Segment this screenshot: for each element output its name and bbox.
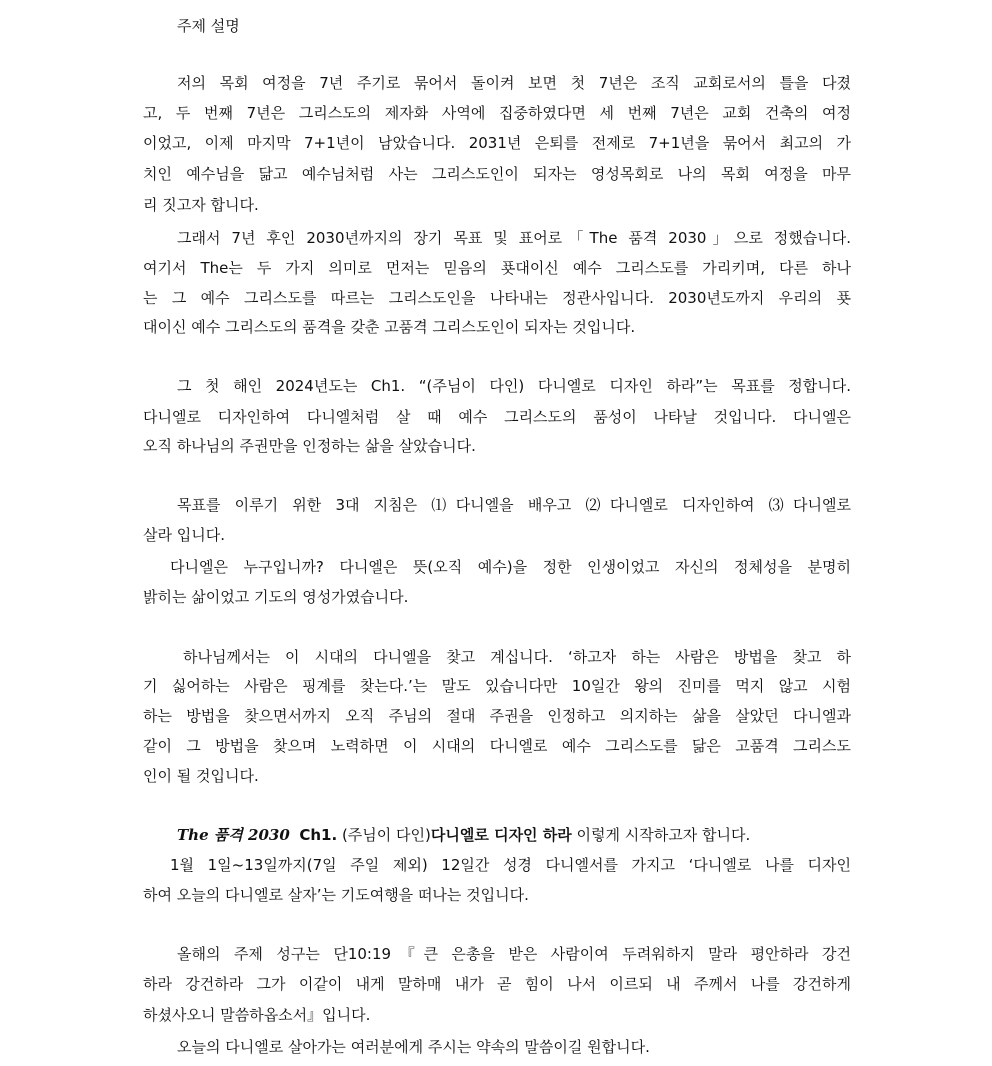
paragraph-line: 하나님께서는 이 시대의 다니엘을 찾고 계십니다. ‘하고자 하는 사람은 방법을 찾고 하 — [183, 648, 851, 666]
paragraph-line: 인이 될 것입니다. — [143, 767, 259, 785]
paragraph-line: 목표를 이루기 위한 3대 지침은 ⑴다니엘을 배우고 ⑵다니엘로 디자인하여 ⑶다니엘로 — [177, 496, 851, 514]
theme-title-bold: 다니엘로 디자인 하라 — [430, 826, 572, 844]
paragraph-line: 올해의 주제 성구는 단10:19『큰 은총을 받은 사람이여 두려워하지 말라 평안하라 강건 — [177, 945, 851, 963]
paragraph-line: 하라 강건하라 그가 이같이 내게 말하매 내가 곧 힘이 나서 이르되 내 주께서 나를 강건하게 — [143, 975, 851, 993]
paragraph-line: 같이 그 방법을 찾으며 노력하면 이 시대의 다니엘로 예수 그리스도를 닮은 고품격 그리스도 — [143, 737, 851, 755]
theme-title-line — [177, 824, 851, 846]
paragraph-line: 이었고, 이제 마지막 7+1년이 남았습니다. 2031년 은퇴를 전제로 7+1년을 묶어서 최고의 가 — [143, 134, 851, 152]
paragraph-line: 하는 방법을 찾으면서까지 오직 주님의 절대 주권을 인정하고 의지하는 삶을 살았던 다니엘과 — [143, 707, 851, 725]
paragraph-line: 다니엘은 누구입니까? 다니엘은 뜻(오직 예수)을 정한 인생이었고 자신의 정체성을 분명히 — [170, 558, 851, 576]
paragraph-line: 다니엘로 디자인하여 다니엘처럼 살 때 예수 그리스도의 품성이 나타날 것입니다. 다니엘은 — [143, 408, 851, 426]
theme-title-emphasis: The 품격 2030 — [177, 826, 290, 844]
paragraph-line: 살라 입니다. — [143, 526, 225, 544]
paragraph-line: 오늘의 다니엘로 살아가는 여러분에게 주시는 약속의 말씀이길 원합니다. — [177, 1038, 650, 1056]
document-heading: 주제 설명 — [177, 17, 240, 35]
paragraph-line: 는 그 예수 그리스도를 따르는 그리스도인을 나타내는 정관사입니다. 2030년도까지 우리의 푯 — [143, 289, 851, 307]
paragraph-line: 그 첫 해인 2024년도는 Ch1. “(주님이 다인) 다니엘로 디자인 하라”는 목표를 정합니다. — [177, 377, 851, 395]
theme-title-paren: (주님이 다인) — [341, 826, 431, 844]
theme-title-rest: 이렇게 시작하고자 합니다. — [576, 826, 751, 844]
paragraph-line: 치인 예수님을 닮고 예수님처럼 사는 그리스도인이 되자는 영성목회로 나의 목회 여정을 마무 — [143, 165, 851, 183]
paragraph-line: 저의 목회 여정을 7년 주기로 묶어서 돌이켜 보면 첫 7년은 조직 교회로서의 틀을 다졌 — [177, 74, 851, 92]
chapter-label: Ch1. — [299, 826, 338, 844]
paragraph-line: 오직 하나님의 주권만을 인정하는 삶을 살았습니다. — [143, 437, 476, 455]
paragraph-line: 하여 오늘의 다니엘로 살자’는 기도여행을 떠나는 것입니다. — [143, 886, 529, 904]
paragraph-line: 여기서 The는 두 가지 의미로 먼저는 믿음의 푯대이신 예수 그리스도를 가리키며, 다른 하나 — [143, 259, 851, 277]
paragraph-line: 리 짓고자 합니다. — [143, 196, 259, 214]
paragraph-line: 기 싫어하는 사람은 핑계를 찾는다.’는 말도 있습니다만 10일간 왕의 진미를 먹지 않고 시험 — [143, 677, 851, 695]
paragraph-line: 고, 두 번째 7년은 그리스도의 제자화 사역에 집중하였다면 세 번째 7년은 교회 건축의 여정 — [143, 104, 851, 122]
paragraph-line: 그래서 7년 후인 2030년까지의 장기 목표 및 표어로「The 품격 2030」으로 정했습니다. — [177, 229, 851, 247]
paragraph-line: 대이신 예수 그리스도의 품격을 갖춘 고품격 그리스도인이 되자는 것입니다. — [143, 318, 636, 336]
paragraph-line: 하셨사오니 말씀하옵소서』입니다. — [143, 1006, 371, 1024]
paragraph-line: 1월 1일~13일까지(7일 주일 제외) 12일간 성경 다니엘서를 가지고 ‘다니엘로 나를 디자인 — [170, 856, 851, 874]
paragraph-line: 밝히는 삶이었고 기도의 영성가였습니다. — [143, 588, 409, 606]
